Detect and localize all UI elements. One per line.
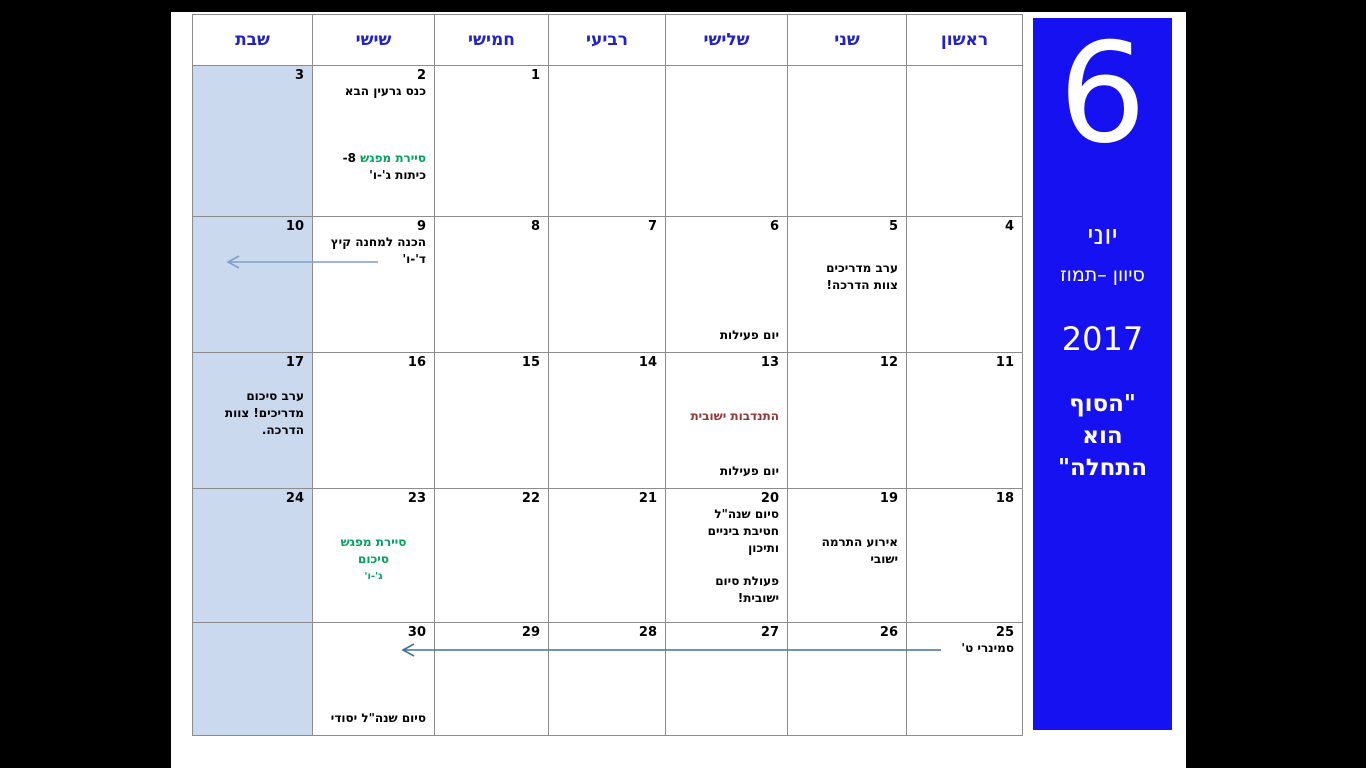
calendar-cell bbox=[666, 623, 788, 736]
day-number: 14 bbox=[638, 355, 657, 370]
day-number: 24 bbox=[285, 491, 304, 506]
calendar-cell bbox=[549, 217, 666, 353]
event-text: סיירת מפגש 8- bbox=[342, 151, 426, 165]
calendar-cell bbox=[788, 217, 907, 353]
calendar-cell bbox=[193, 623, 313, 736]
day-number: 26 bbox=[879, 625, 898, 640]
day-number: 19 bbox=[879, 491, 898, 506]
day-number: 29 bbox=[521, 625, 540, 640]
event-text: סיום שנה"ל bbox=[714, 507, 779, 521]
day-number: 28 bbox=[638, 625, 657, 640]
day-number: 21 bbox=[638, 491, 657, 506]
calendar-cell bbox=[435, 489, 549, 623]
event-text: סיום שנה"ל יסודי bbox=[330, 711, 426, 725]
calendar-cell bbox=[435, 353, 549, 489]
calendar-cell bbox=[666, 489, 788, 623]
calendar-cell bbox=[313, 353, 435, 489]
day-header: שבת bbox=[193, 15, 313, 66]
event-text: ערב מדריכים bbox=[826, 261, 898, 275]
quote-text: "הסוף הוא התחלה" bbox=[1057, 391, 1147, 481]
event-text: כיתות ג'-ו' bbox=[369, 168, 426, 182]
event-text: הכנה למחנה קיץ bbox=[330, 235, 426, 249]
calendar-cell bbox=[907, 489, 1023, 623]
day-number: 4 bbox=[1004, 219, 1014, 234]
event-text: יום פעילות bbox=[719, 328, 779, 342]
event-text: סיכום bbox=[358, 552, 389, 566]
month-name-hebrew: יוני bbox=[1087, 220, 1118, 251]
calendar-cell bbox=[788, 489, 907, 623]
day-number: 6 bbox=[769, 219, 779, 234]
calendar-cell bbox=[549, 623, 666, 736]
day-number: 17 bbox=[285, 355, 304, 370]
day-number: 12 bbox=[879, 355, 898, 370]
event-text: ערב סיכום bbox=[246, 389, 304, 403]
day-number: 30 bbox=[407, 625, 426, 640]
calendar-cell bbox=[907, 353, 1023, 489]
month-number: 6 bbox=[1058, 13, 1147, 174]
calendar-cell bbox=[313, 623, 435, 736]
calendar-cell bbox=[435, 623, 549, 736]
day-number bbox=[201, 625, 304, 640]
calendar-cell bbox=[666, 353, 788, 489]
calendar-cell bbox=[549, 353, 666, 489]
day-number: 15 bbox=[521, 355, 540, 370]
event-text: התנדבות ישובית bbox=[690, 409, 779, 423]
year-label: 2017 bbox=[1061, 320, 1144, 358]
calendar-cell bbox=[549, 66, 666, 217]
day-header: שישי bbox=[313, 15, 435, 66]
hebrew-months: סיוון –תמוז bbox=[1060, 264, 1145, 286]
calendar-cell bbox=[193, 66, 313, 217]
slide-canvas bbox=[171, 12, 1186, 768]
day-number: 3 bbox=[294, 68, 304, 83]
day-header: חמישי bbox=[435, 15, 549, 66]
calendar-cell bbox=[907, 217, 1023, 353]
day-number: 11 bbox=[995, 355, 1014, 370]
calendar-cell bbox=[666, 66, 788, 217]
event-text: חטיבת ביניים bbox=[707, 524, 779, 538]
day-number: 9 bbox=[416, 219, 426, 234]
calendar-cell bbox=[313, 66, 435, 217]
calendar-cell bbox=[435, 217, 549, 353]
calendar-cell bbox=[193, 217, 313, 353]
event-text: ותיכון bbox=[748, 541, 779, 555]
day-number bbox=[915, 68, 1014, 83]
event-text: יום פעילות bbox=[719, 464, 779, 478]
event-text: פעולת סיום bbox=[715, 574, 779, 588]
calendar-cell bbox=[435, 66, 549, 217]
day-header: שלישי bbox=[666, 15, 788, 66]
day-number: 18 bbox=[995, 491, 1014, 506]
day-number bbox=[557, 68, 657, 83]
event-text: כנס גרעין הבא bbox=[344, 84, 426, 98]
day-number: 16 bbox=[407, 355, 426, 370]
event-text: סמינרי ט' bbox=[961, 641, 1014, 655]
event-text: צוות הדרכה! bbox=[826, 278, 898, 292]
day-header: רביעי bbox=[549, 15, 666, 66]
calendar-cell bbox=[788, 353, 907, 489]
day-number: 8 bbox=[530, 219, 540, 234]
day-number bbox=[796, 68, 898, 83]
day-number: 22 bbox=[521, 491, 540, 506]
event-text: אירוע התרמה bbox=[821, 535, 898, 549]
day-number: 20 bbox=[760, 491, 779, 506]
calendar-cell bbox=[907, 623, 1023, 736]
calendar-cell bbox=[193, 353, 313, 489]
day-number: 5 bbox=[888, 219, 898, 234]
calendar-cell bbox=[788, 66, 907, 217]
day-header: שני bbox=[788, 15, 907, 66]
calendar-cell bbox=[549, 489, 666, 623]
event-text: סיירת מפגש bbox=[340, 535, 407, 549]
day-number: 7 bbox=[647, 219, 657, 234]
calendar-cell bbox=[907, 66, 1023, 217]
day-number: 10 bbox=[285, 219, 304, 234]
event-text: ישובית! bbox=[737, 591, 779, 605]
day-number: 25 bbox=[995, 625, 1014, 640]
day-number: 27 bbox=[760, 625, 779, 640]
day-number: 2 bbox=[416, 68, 426, 83]
day-header: ראשון bbox=[907, 15, 1023, 66]
day-number: 23 bbox=[407, 491, 426, 506]
event-text: הדרכה. bbox=[261, 423, 304, 437]
day-number bbox=[674, 68, 779, 83]
month-sidebar bbox=[1033, 13, 1172, 730]
calendar-cell bbox=[666, 217, 788, 353]
calendar-cell bbox=[313, 489, 435, 623]
event-text: ישובי bbox=[870, 552, 898, 566]
calendar-cell bbox=[313, 217, 435, 353]
calendar-cell bbox=[788, 623, 907, 736]
event-text: ד'-ו' bbox=[402, 252, 426, 266]
event-text: מדריכים! צוות bbox=[224, 406, 304, 420]
day-number: 1 bbox=[530, 68, 540, 83]
calendar-cell bbox=[193, 489, 313, 623]
event-text: ג'-ו' bbox=[364, 571, 383, 582]
calendar-table bbox=[192, 14, 1023, 736]
day-number: 13 bbox=[760, 355, 779, 370]
